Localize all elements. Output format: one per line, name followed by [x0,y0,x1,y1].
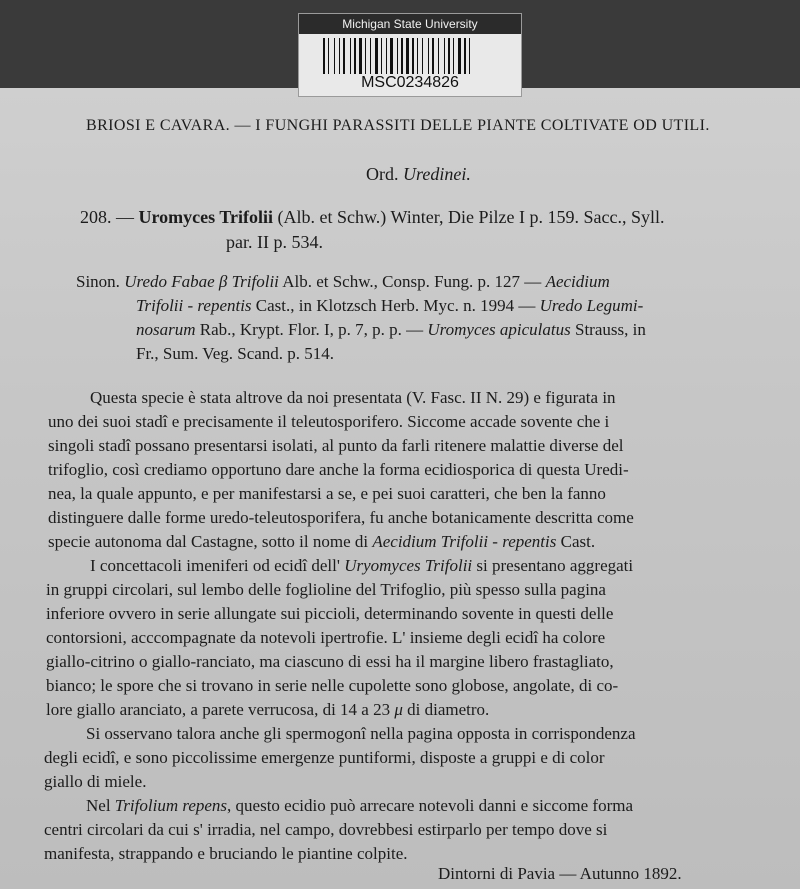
synonym-line: Sinon. Uredo Fabae β Trifolii Alb. et Schw., Consp. Fung. p. 127 — Aecidium [76,272,610,291]
order-heading: Ord. Uredinei. [366,164,471,184]
body-line: manifesta, strappando e bruciando le piantine colpite. [44,844,408,863]
barcode-icon [323,38,499,74]
body-line: I concettacoli imeniferi od ecidî dell' Uryomyces Trifolii si presentano aggregati [90,556,634,575]
entry-reference: par. II p. 534. [226,232,323,252]
body-line: lore giallo aranciato, a parete verrucosa, di 14 a 23 μ di diametro. [46,700,490,719]
body-line: distinguere dalle forme uredo-teleutosporifera, fu anche botanicamente descritta come [48,508,634,527]
body-line: giallo-citrino o giallo-ranciato, ma ciascuno di essi ha il margine libero frastagliato, [46,652,614,671]
synonym-line: Fr., Sum. Veg. Scand. p. 514. [136,344,335,363]
body-line: trifoglio, così crediamo opportuno dare anche la forma ecidiosporica di questa Uredi- [48,460,629,479]
body-line: in gruppi circolari, sul lembo delle foglioline del Trifoglio, più spesso sulla pagina [46,580,606,599]
specimen-label [298,13,522,97]
body-line: singoli stadî possano presentarsi isolati, al punto da farli ritenere malattie diverse del [48,436,624,455]
collection-locality: Dintorni di Pavia — Autunno 1892. [438,864,682,883]
body-line: uno dei suoi stadî e precisamente il teleutosporifero. Siccome accade sovente che i [48,412,610,431]
specimen-code: MSC0234826 [361,74,459,91]
body-line: centri circolari da cui s' irradia, nel campo, dovrebbesi estirparlo per tempo dove si [44,820,608,839]
body-line: Questa specie è stata altrove da noi presentata (V. Fasc. II N. 29) e figurata in [90,388,616,407]
page-header: BRIOSI E CAVARA. — I FUNGHI PARASSITI DELLE PIANTE COLTIVATE OD UTILI. [86,117,710,134]
synonym-line: Trifolii - repentis Cast., in Klotzsch Herb. Myc. n. 1994 — Uredo Legumi- [136,296,644,315]
body-line: specie autonoma dal Castagne, sotto il nome di Aecidium Trifolii - repentis Cast. [48,532,596,551]
entry-title: 208. — Uromyces Trifolii (Alb. et Schw.) Winter, Die Pilze I p. 159. Sacc., Syll. [80,207,665,227]
body-line: Nel Trifolium repens, questo ecidio può arrecare notevoli danni e siccome forma [86,796,633,815]
body-line: contorsioni, acccompagnate da notevoli ipertrofie. L' insieme degli ecidî ha colore [46,628,606,647]
body-line: degli ecidî, e sono piccolissime emergenze puntiformi, disposte a gruppi e di color [44,748,605,767]
body-line: nea, la quale appunto, e per manifestarsi a se, e pei suoi caratteri, che ben la fanno [48,484,606,503]
body-line: bianco; le spore che si trovano in serie nelle cupolette sono globose, angolate, di co- [46,676,619,695]
body-line: Si osservano talora anche gli spermogonî nella pagina opposta in corrispondenza [86,724,636,743]
body-line: inferiore ovvero in serie allungate sui piccioli, determinando sovente in questi delle [46,604,614,623]
body-line: giallo di miele. [44,772,147,791]
institution-name: Michigan State University [299,14,521,34]
synonym-line: nosarum Rab., Krypt. Flor. I, p. 7, p. p. — Uromyces apiculatus Strauss, in [136,320,646,339]
